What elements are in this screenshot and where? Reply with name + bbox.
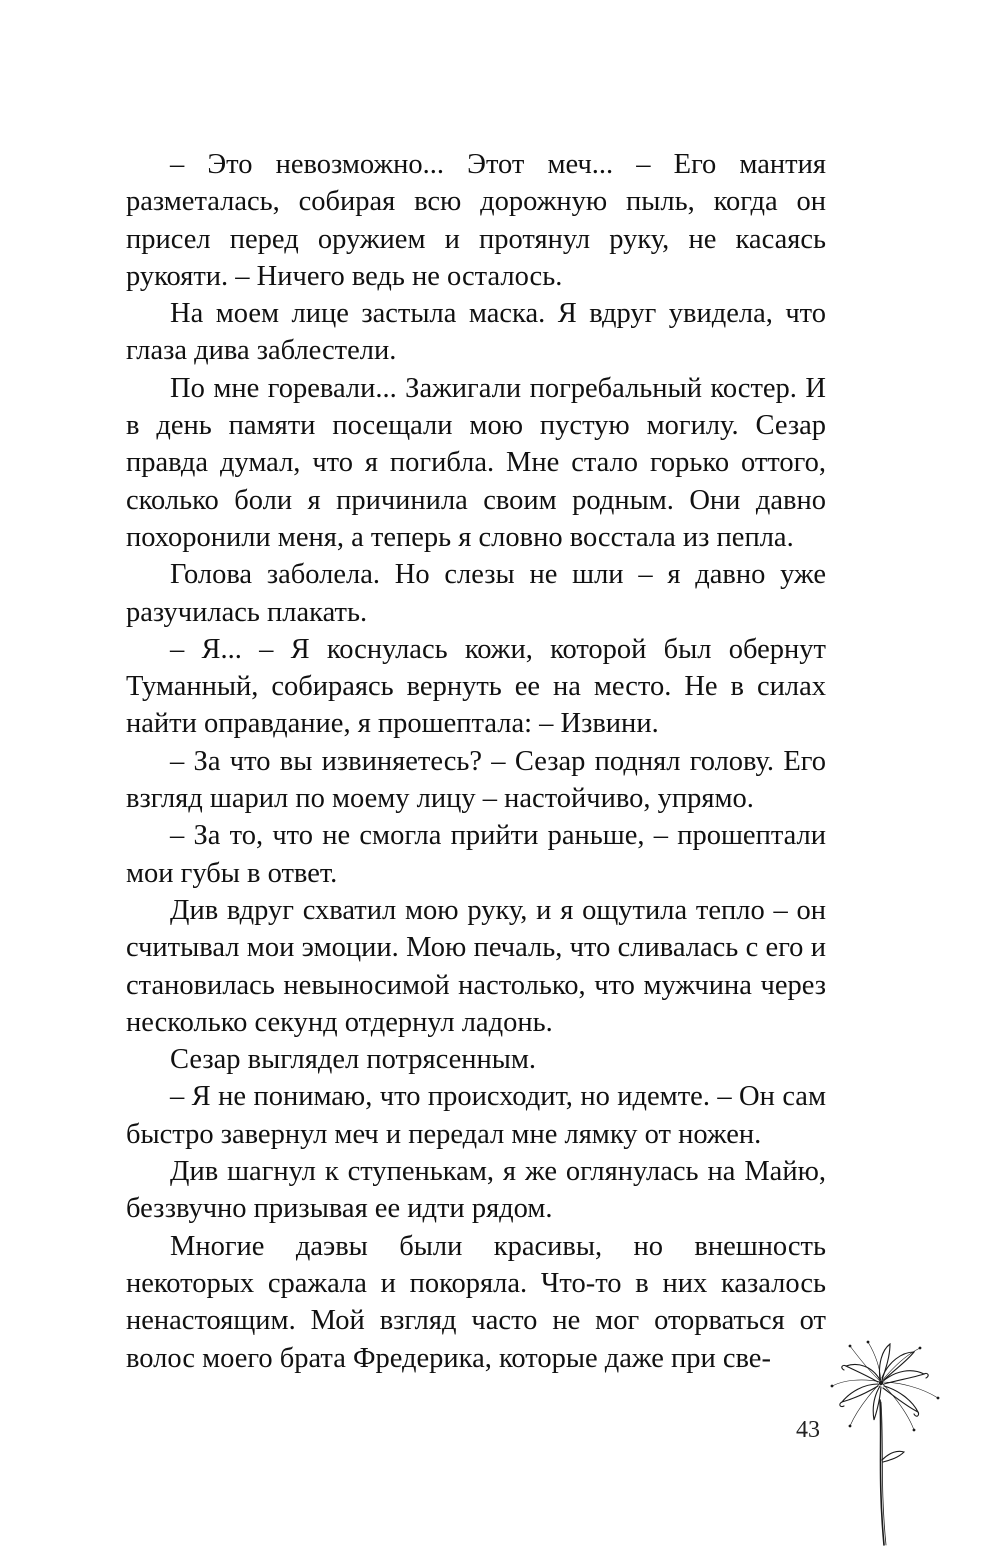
paragraph: Многие даэвы были красивы, но внешность некоторых сражала и покоряла. Что-то в них казалось ненастоящим. Мой взгляд часто не мог оторваться от волос моего брата Фредерика, которые даже при све- [126,1230,826,1374]
paragraph: По мне горевали... Зажигали погребальный костер. И в день памяти посещали мою пустую могилу. Сезар правда думал, что я погибла. Мне стало горько оттого, сколько боли я причинила своим родным. Они давно похоронили меня, а теперь я словно восстала из пепла. [126,372,826,553]
paragraph: На моем лице застыла маска. Я вдруг увидела, что глаза дива заблестели. [126,298,826,367]
spider-lily-illustration-icon [828,1340,943,1552]
paragraph: Сезар выглядел потрясенным. [170,1044,537,1076]
paragraph: Див шагнул к ступенькам, я же оглянулась на Майю, беззвучно призывая ее идти рядом. [126,1156,826,1225]
paragraph: – Это невозможно... Этот меч... – Его мантия разметалась, собирая всю дорожную пыль, когда он присел перед оружием и протянул руку, не касаясь рукояти. – Ничего ведь не осталось. [126,149,826,292]
paragraph: – Я не понимаю, что происходит, но идемте. – Он сам быстро завернул меч и передал мне лямку от ножен. [126,1081,826,1150]
paragraph: – За то, что не смогла прийти раньше, – прошептали мои губы в ответ. [126,820,826,889]
page-number: 43 [796,1417,820,1443]
paragraph: Голова заболела. Но слезы не шли – я давно уже разучилась плакать. [126,559,826,628]
body-text [126,146,826,1377]
paragraph: Див вдруг схватил мою руку, и я ощутила тепло – он считывал мои эмоции. Мою печаль, что сливалась с его и становилась невыносимой настолько, что мужчина через несколько секунд отдернул ладонь. [126,894,826,1038]
paragraph: – За что вы извиняетесь? – Сезар поднял голову. Его взгляд шарил по моему лицу – настойчиво, упрямо. [126,745,826,815]
paragraph: – Я... – Я коснулась кожи, которой был обернут Туманный, собираясь вернуть ее на место. Не в силах найти оправдание, я прошептала: – Извини. [126,633,826,740]
